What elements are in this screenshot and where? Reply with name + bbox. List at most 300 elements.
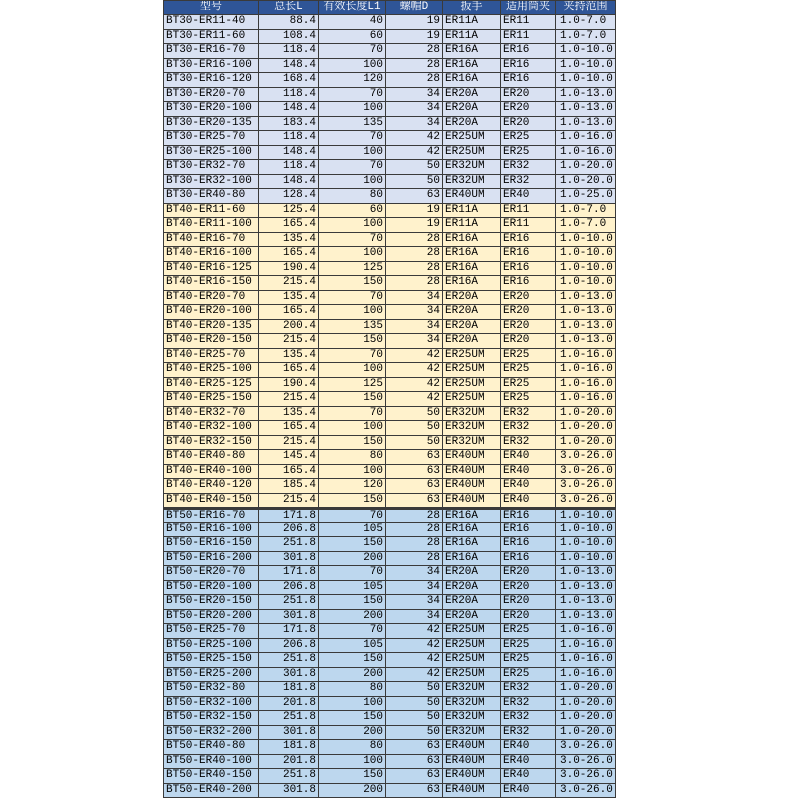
- cell-total-length: 171.8: [259, 510, 319, 522]
- cell-wrench: ER20A: [443, 610, 501, 624]
- cell-effective-length: 80: [319, 682, 386, 696]
- cell-wrench: ER40UM: [443, 769, 501, 783]
- table-row: [164, 247, 616, 262]
- table-row: [164, 392, 616, 407]
- cell-wrench: ER20A: [443, 305, 501, 319]
- table-row: [164, 305, 616, 320]
- cell-nut-diameter: 28: [386, 233, 443, 247]
- cell-effective-length: 105: [319, 523, 386, 537]
- cell-nut-diameter: 34: [386, 88, 443, 102]
- table-row: [164, 88, 616, 103]
- table-row: [164, 146, 616, 161]
- cell-total-length: 181.8: [259, 740, 319, 754]
- cell-total-length: 301.8: [259, 610, 319, 624]
- cell-clamping-range: 1.0-13.0: [556, 595, 616, 609]
- cell-model: BT40-ER16-100: [164, 247, 259, 261]
- cell-model: BT30-ER20-135: [164, 117, 259, 131]
- cell-model: BT30-ER20-70: [164, 88, 259, 102]
- cell-model: BT40-ER25-100: [164, 363, 259, 377]
- cell-wrench: ER40UM: [443, 189, 501, 203]
- table-row: [164, 682, 616, 697]
- cell-wrench: ER25UM: [443, 392, 501, 406]
- cell-clamping-range: 1.0-20.0: [556, 407, 616, 421]
- cell-wrench: ER25UM: [443, 146, 501, 160]
- cell-collet: ER20: [501, 610, 556, 624]
- table-row: [164, 726, 616, 741]
- table-row: [164, 102, 616, 117]
- cell-model: BT40-ER32-100: [164, 421, 259, 435]
- cell-model: BT40-ER20-135: [164, 320, 259, 334]
- cell-clamping-range: 1.0-16.0: [556, 624, 616, 638]
- cell-model: BT30-ER16-120: [164, 73, 259, 87]
- cell-collet: ER20: [501, 595, 556, 609]
- header-nut-diameter: 螺帽D: [386, 1, 443, 14]
- cell-model: BT50-ER32-100: [164, 697, 259, 711]
- cell-effective-length: 70: [319, 407, 386, 421]
- cell-total-length: 171.8: [259, 566, 319, 580]
- cell-nut-diameter: 63: [386, 494, 443, 508]
- cell-clamping-range: 1.0-20.0: [556, 697, 616, 711]
- cell-collet: ER16: [501, 510, 556, 522]
- cell-model: BT50-ER20-200: [164, 610, 259, 624]
- cell-total-length: 301.8: [259, 668, 319, 682]
- cell-clamping-range: 1.0-16.0: [556, 349, 616, 363]
- cell-total-length: 200.4: [259, 320, 319, 334]
- cell-model: BT50-ER25-100: [164, 639, 259, 653]
- cell-effective-length: 200: [319, 668, 386, 682]
- cell-effective-length: 70: [319, 131, 386, 145]
- cell-wrench: ER16A: [443, 44, 501, 58]
- cell-wrench: ER20A: [443, 291, 501, 305]
- cell-clamping-range: 1.0-25.0: [556, 189, 616, 203]
- cell-wrench: ER40UM: [443, 450, 501, 464]
- cell-wrench: ER20A: [443, 117, 501, 131]
- cell-nut-diameter: 28: [386, 510, 443, 522]
- cell-collet: ER25: [501, 131, 556, 145]
- cell-model: BT50-ER32-150: [164, 711, 259, 725]
- cell-effective-length: 150: [319, 334, 386, 348]
- cell-model: BT30-ER40-80: [164, 189, 259, 203]
- cell-collet: ER25: [501, 349, 556, 363]
- cell-nut-diameter: 63: [386, 740, 443, 754]
- cell-nut-diameter: 42: [386, 639, 443, 653]
- cell-model: BT30-ER25-100: [164, 146, 259, 160]
- cell-wrench: ER25UM: [443, 624, 501, 638]
- cell-wrench: ER16A: [443, 537, 501, 551]
- cell-total-length: 215.4: [259, 436, 319, 450]
- cell-model: BT40-ER25-70: [164, 349, 259, 363]
- cell-effective-length: 200: [319, 726, 386, 740]
- cell-nut-diameter: 42: [386, 668, 443, 682]
- table-row: [164, 73, 616, 88]
- cell-clamping-range: 3.0-26.0: [556, 740, 616, 754]
- cell-nut-diameter: 34: [386, 610, 443, 624]
- cell-effective-length: 120: [319, 73, 386, 87]
- cell-collet: ER20: [501, 88, 556, 102]
- cell-nut-diameter: 50: [386, 711, 443, 725]
- cell-collet: ER32: [501, 711, 556, 725]
- cell-collet: ER40: [501, 740, 556, 754]
- cell-nut-diameter: 50: [386, 436, 443, 450]
- cell-model: BT40-ER40-80: [164, 450, 259, 464]
- table-row: [164, 44, 616, 59]
- cell-total-length: 108.4: [259, 30, 319, 44]
- table-row: [164, 233, 616, 248]
- cell-total-length: 118.4: [259, 131, 319, 145]
- cell-collet: ER16: [501, 233, 556, 247]
- cell-model: BT40-ER40-120: [164, 479, 259, 493]
- cell-nut-diameter: 50: [386, 697, 443, 711]
- cell-nut-diameter: 42: [386, 131, 443, 145]
- cell-total-length: 251.8: [259, 769, 319, 783]
- cell-model: BT40-ER32-70: [164, 407, 259, 421]
- cell-total-length: 190.4: [259, 378, 319, 392]
- cell-effective-length: 60: [319, 204, 386, 218]
- cell-clamping-range: 1.0-13.0: [556, 566, 616, 580]
- cell-nut-diameter: 42: [386, 146, 443, 160]
- table-row: [164, 755, 616, 770]
- cell-clamping-range: 1.0-7.0: [556, 218, 616, 232]
- table-row: [164, 15, 616, 30]
- cell-total-length: 251.8: [259, 537, 319, 551]
- cell-effective-length: 100: [319, 421, 386, 435]
- cell-clamping-range: 1.0-13.0: [556, 291, 616, 305]
- cell-nut-diameter: 42: [386, 624, 443, 638]
- cell-model: BT40-ER16-125: [164, 262, 259, 276]
- cell-nut-diameter: 50: [386, 421, 443, 435]
- cell-effective-length: 200: [319, 610, 386, 624]
- cell-nut-diameter: 28: [386, 276, 443, 290]
- cell-clamping-range: 3.0-26.0: [556, 465, 616, 479]
- cell-clamping-range: 1.0-10.0: [556, 523, 616, 537]
- cell-model: BT30-ER11-60: [164, 30, 259, 44]
- cell-total-length: 118.4: [259, 88, 319, 102]
- cell-nut-diameter: 19: [386, 204, 443, 218]
- cell-wrench: ER20A: [443, 581, 501, 595]
- cell-model: BT50-ER40-200: [164, 784, 259, 798]
- header-row: [164, 1, 616, 15]
- cell-effective-length: 100: [319, 305, 386, 319]
- table-row: [164, 334, 616, 349]
- cell-total-length: 148.4: [259, 146, 319, 160]
- cell-collet: ER16: [501, 262, 556, 276]
- cell-total-length: 168.4: [259, 73, 319, 87]
- cell-total-length: 118.4: [259, 44, 319, 58]
- cell-effective-length: 100: [319, 697, 386, 711]
- cell-effective-length: 70: [319, 349, 386, 363]
- cell-wrench: ER32UM: [443, 697, 501, 711]
- cell-clamping-range: 3.0-26.0: [556, 755, 616, 769]
- table-row: [164, 349, 616, 364]
- cell-effective-length: 125: [319, 262, 386, 276]
- table-row: [164, 276, 616, 291]
- cell-clamping-range: 1.0-20.0: [556, 682, 616, 696]
- cell-model: BT40-ER16-150: [164, 276, 259, 290]
- cell-model: BT50-ER25-150: [164, 653, 259, 667]
- cell-collet: ER32: [501, 160, 556, 174]
- cell-clamping-range: 1.0-16.0: [556, 363, 616, 377]
- cell-model: BT50-ER40-80: [164, 740, 259, 754]
- table-row: [164, 523, 616, 538]
- cell-collet: ER40: [501, 494, 556, 508]
- cell-effective-length: 100: [319, 59, 386, 73]
- table-row: [164, 291, 616, 306]
- cell-effective-length: 125: [319, 378, 386, 392]
- cell-model: BT40-ER16-70: [164, 233, 259, 247]
- cell-clamping-range: 3.0-26.0: [556, 769, 616, 783]
- cell-clamping-range: 3.0-26.0: [556, 479, 616, 493]
- cell-nut-diameter: 34: [386, 305, 443, 319]
- cell-clamping-range: 1.0-16.0: [556, 131, 616, 145]
- cell-wrench: ER16A: [443, 523, 501, 537]
- table-row: [164, 450, 616, 465]
- cell-wrench: ER16A: [443, 73, 501, 87]
- cell-wrench: ER16A: [443, 59, 501, 73]
- cell-collet: ER16: [501, 523, 556, 537]
- cell-clamping-range: 1.0-13.0: [556, 88, 616, 102]
- cell-nut-diameter: 28: [386, 59, 443, 73]
- cell-collet: ER25: [501, 392, 556, 406]
- cell-collet: ER40: [501, 784, 556, 798]
- cell-total-length: 165.4: [259, 363, 319, 377]
- table-row: [164, 436, 616, 451]
- cell-clamping-range: 1.0-16.0: [556, 378, 616, 392]
- table-row: [164, 639, 616, 654]
- cell-wrench: ER20A: [443, 334, 501, 348]
- cell-effective-length: 100: [319, 218, 386, 232]
- cell-collet: ER11: [501, 15, 556, 29]
- cell-effective-length: 105: [319, 581, 386, 595]
- cell-total-length: 128.4: [259, 189, 319, 203]
- cell-nut-diameter: 63: [386, 465, 443, 479]
- cell-model: BT40-ER11-100: [164, 218, 259, 232]
- cell-model: BT40-ER20-150: [164, 334, 259, 348]
- cell-wrench: ER32UM: [443, 175, 501, 189]
- cell-model: BT40-ER40-100: [164, 465, 259, 479]
- cell-model: BT40-ER32-150: [164, 436, 259, 450]
- cell-nut-diameter: 42: [386, 392, 443, 406]
- cell-wrench: ER40UM: [443, 494, 501, 508]
- header-effective-length: 有效长度L1: [319, 1, 386, 14]
- cell-wrench: ER25UM: [443, 378, 501, 392]
- cell-collet: ER16: [501, 73, 556, 87]
- cell-effective-length: 60: [319, 30, 386, 44]
- table-row: [164, 566, 616, 581]
- cell-effective-length: 150: [319, 595, 386, 609]
- cell-total-length: 165.4: [259, 218, 319, 232]
- cell-total-length: 301.8: [259, 552, 319, 566]
- cell-clamping-range: 1.0-16.0: [556, 653, 616, 667]
- cell-total-length: 145.4: [259, 450, 319, 464]
- cell-model: BT50-ER25-70: [164, 624, 259, 638]
- cell-clamping-range: 1.0-16.0: [556, 392, 616, 406]
- cell-total-length: 190.4: [259, 262, 319, 276]
- cell-model: BT50-ER20-100: [164, 581, 259, 595]
- cell-collet: ER20: [501, 566, 556, 580]
- cell-collet: ER32: [501, 682, 556, 696]
- cell-collet: ER25: [501, 624, 556, 638]
- cell-effective-length: 150: [319, 392, 386, 406]
- table-group: [164, 204, 616, 509]
- table-row: [164, 610, 616, 625]
- cell-nut-diameter: 34: [386, 566, 443, 580]
- cell-wrench: ER40UM: [443, 784, 501, 798]
- cell-model: BT40-ER11-60: [164, 204, 259, 218]
- cell-clamping-range: 1.0-10.0: [556, 44, 616, 58]
- cell-total-length: 206.8: [259, 581, 319, 595]
- cell-nut-diameter: 50: [386, 407, 443, 421]
- cell-wrench: ER32UM: [443, 160, 501, 174]
- cell-effective-length: 150: [319, 769, 386, 783]
- cell-clamping-range: 1.0-20.0: [556, 726, 616, 740]
- cell-collet: ER32: [501, 175, 556, 189]
- cell-effective-length: 200: [319, 784, 386, 798]
- table-row: [164, 668, 616, 683]
- cell-collet: ER20: [501, 117, 556, 131]
- cell-wrench: ER11A: [443, 30, 501, 44]
- cell-effective-length: 100: [319, 465, 386, 479]
- cell-clamping-range: 1.0-16.0: [556, 668, 616, 682]
- cell-clamping-range: 1.0-10.0: [556, 510, 616, 522]
- cell-clamping-range: 1.0-13.0: [556, 581, 616, 595]
- cell-clamping-range: 1.0-13.0: [556, 305, 616, 319]
- cell-model: BT30-ER20-100: [164, 102, 259, 116]
- cell-clamping-range: 1.0-16.0: [556, 146, 616, 160]
- table-group: [164, 508, 616, 798]
- cell-effective-length: 70: [319, 624, 386, 638]
- cell-nut-diameter: 63: [386, 784, 443, 798]
- cell-clamping-range: 1.0-7.0: [556, 15, 616, 29]
- cell-effective-length: 100: [319, 363, 386, 377]
- cell-total-length: 135.4: [259, 349, 319, 363]
- cell-nut-diameter: 28: [386, 247, 443, 261]
- cell-effective-length: 150: [319, 653, 386, 667]
- cell-wrench: ER25UM: [443, 639, 501, 653]
- cell-clamping-range: 1.0-10.0: [556, 276, 616, 290]
- cell-total-length: 183.4: [259, 117, 319, 131]
- cell-collet: ER11: [501, 30, 556, 44]
- cell-clamping-range: 1.0-20.0: [556, 436, 616, 450]
- cell-nut-diameter: 28: [386, 44, 443, 58]
- cell-wrench: ER20A: [443, 566, 501, 580]
- cell-collet: ER40: [501, 465, 556, 479]
- cell-collet: ER40: [501, 450, 556, 464]
- cell-model: BT30-ER16-70: [164, 44, 259, 58]
- cell-effective-length: 200: [319, 552, 386, 566]
- cell-effective-length: 100: [319, 146, 386, 160]
- cell-total-length: 215.4: [259, 392, 319, 406]
- table-row: [164, 30, 616, 45]
- cell-total-length: 148.4: [259, 59, 319, 73]
- cell-clamping-range: 1.0-7.0: [556, 204, 616, 218]
- cell-clamping-range: 1.0-20.0: [556, 160, 616, 174]
- cell-nut-diameter: 63: [386, 189, 443, 203]
- cell-wrench: ER16A: [443, 262, 501, 276]
- cell-clamping-range: 1.0-10.0: [556, 73, 616, 87]
- table-row: [164, 479, 616, 494]
- cell-clamping-range: 1.0-13.0: [556, 117, 616, 131]
- table-row: [164, 407, 616, 422]
- cell-effective-length: 150: [319, 711, 386, 725]
- cell-wrench: ER20A: [443, 102, 501, 116]
- cell-clamping-range: 1.0-10.0: [556, 537, 616, 551]
- cell-wrench: ER40UM: [443, 755, 501, 769]
- cell-clamping-range: 1.0-13.0: [556, 320, 616, 334]
- table-row: [164, 117, 616, 132]
- table-row: [164, 508, 616, 523]
- cell-collet: ER25: [501, 363, 556, 377]
- cell-effective-length: 70: [319, 233, 386, 247]
- cell-collet: ER16: [501, 537, 556, 551]
- cell-total-length: 185.4: [259, 479, 319, 493]
- table-row: [164, 595, 616, 610]
- cell-total-length: 251.8: [259, 653, 319, 667]
- cell-model: BT30-ER32-70: [164, 160, 259, 174]
- cell-model: BT50-ER16-200: [164, 552, 259, 566]
- cell-collet: ER32: [501, 436, 556, 450]
- cell-collet: ER16: [501, 247, 556, 261]
- cell-total-length: 148.4: [259, 175, 319, 189]
- cell-collet: ER40: [501, 755, 556, 769]
- cell-wrench: ER32UM: [443, 711, 501, 725]
- cell-wrench: ER40UM: [443, 465, 501, 479]
- cell-effective-length: 80: [319, 450, 386, 464]
- cell-clamping-range: 1.0-10.0: [556, 262, 616, 276]
- cell-effective-length: 100: [319, 247, 386, 261]
- table-row: [164, 697, 616, 712]
- cell-nut-diameter: 63: [386, 769, 443, 783]
- cell-collet: ER20: [501, 102, 556, 116]
- table-body: [164, 15, 616, 798]
- table-row: [164, 378, 616, 393]
- cell-nut-diameter: 63: [386, 450, 443, 464]
- cell-wrench: ER16A: [443, 233, 501, 247]
- cell-nut-diameter: 34: [386, 291, 443, 305]
- cell-total-length: 206.8: [259, 523, 319, 537]
- cell-model: BT30-ER25-70: [164, 131, 259, 145]
- cell-clamping-range: 3.0-26.0: [556, 784, 616, 798]
- cell-total-length: 165.4: [259, 465, 319, 479]
- cell-effective-length: 150: [319, 276, 386, 290]
- cell-clamping-range: 1.0-10.0: [556, 59, 616, 73]
- cell-model: BT50-ER16-70: [164, 510, 259, 522]
- table-row: [164, 537, 616, 552]
- cell-total-length: 165.4: [259, 305, 319, 319]
- cell-collet: ER16: [501, 552, 556, 566]
- cell-model: BT30-ER11-40: [164, 15, 259, 29]
- cell-collet: ER25: [501, 378, 556, 392]
- cell-effective-length: 135: [319, 117, 386, 131]
- cell-total-length: 215.4: [259, 334, 319, 348]
- cell-model: BT50-ER16-100: [164, 523, 259, 537]
- cell-total-length: 201.8: [259, 755, 319, 769]
- cell-effective-length: 80: [319, 740, 386, 754]
- cell-effective-length: 70: [319, 566, 386, 580]
- cell-model: BT50-ER32-80: [164, 682, 259, 696]
- cell-wrench: ER25UM: [443, 668, 501, 682]
- cell-model: BT50-ER32-200: [164, 726, 259, 740]
- cell-nut-diameter: 28: [386, 552, 443, 566]
- cell-model: BT40-ER20-70: [164, 291, 259, 305]
- table-row: [164, 465, 616, 480]
- cell-clamping-range: 1.0-10.0: [556, 552, 616, 566]
- cell-wrench: ER20A: [443, 320, 501, 334]
- cell-nut-diameter: 28: [386, 73, 443, 87]
- table-row: [164, 160, 616, 175]
- cell-wrench: ER40UM: [443, 479, 501, 493]
- cell-total-length: 135.4: [259, 233, 319, 247]
- cell-nut-diameter: 63: [386, 755, 443, 769]
